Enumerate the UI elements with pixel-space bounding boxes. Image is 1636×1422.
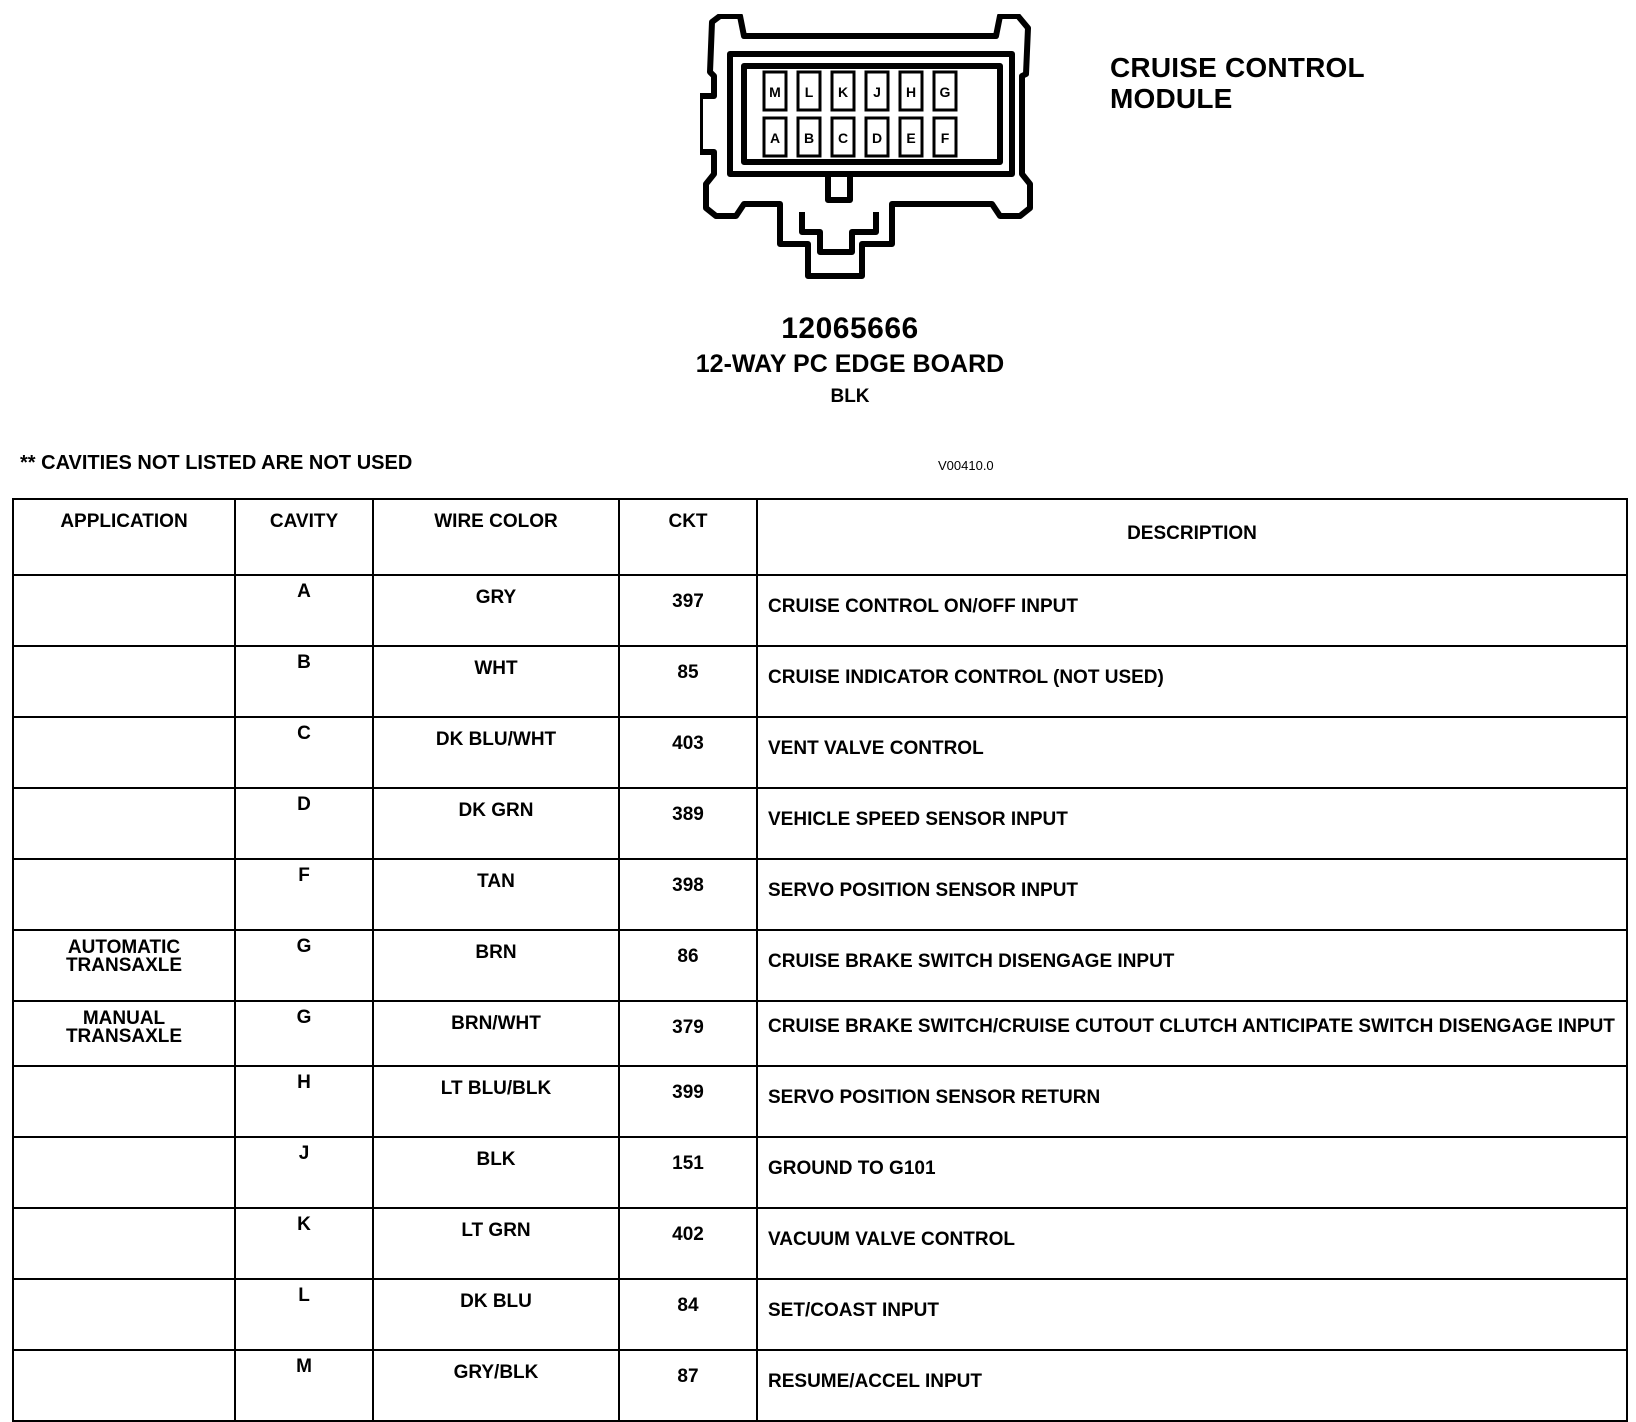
pin-label: K	[837, 84, 849, 100]
ckt-cell: 403	[619, 717, 757, 788]
table-row	[13, 930, 1627, 1001]
cavity-cell: G	[235, 1001, 373, 1066]
table-row	[13, 717, 1627, 788]
table-row	[13, 788, 1627, 859]
pin-label: L	[804, 84, 814, 100]
table-row	[13, 859, 1627, 930]
header-application: APPLICATION	[13, 499, 235, 575]
cavity-cell: H	[235, 1066, 373, 1137]
wire-color-cell: DK GRN	[373, 788, 619, 859]
description-cell: VENT VALVE CONTROL	[757, 717, 1627, 788]
cavity-cell: B	[235, 646, 373, 717]
cavity-cell: J	[235, 1137, 373, 1208]
ckt-cell: 87	[619, 1350, 757, 1421]
wire-color-cell: GRY	[373, 575, 619, 646]
ckt-cell: 389	[619, 788, 757, 859]
pin-label: J	[873, 84, 881, 100]
application-cell	[13, 1137, 235, 1208]
application-cell: AUTOMATIC TRANSAXLE	[13, 930, 235, 1001]
pin-label: F	[940, 130, 950, 146]
table-header-row	[13, 499, 1627, 575]
table-row	[13, 575, 1627, 646]
wire-color-cell: LT GRN	[373, 1208, 619, 1279]
table-row	[13, 646, 1627, 717]
module-title: CRUISE CONTROL MODULE	[1110, 52, 1365, 114]
wire-color-cell: GRY/BLK	[373, 1350, 619, 1421]
footnote: ** CAVITIES NOT LISTED ARE NOT USED	[20, 452, 413, 474]
pin-label: G	[939, 84, 951, 100]
pin-label: B	[803, 130, 815, 146]
header-wire-color: WIRE COLOR	[373, 499, 619, 575]
wire-color-cell: WHT	[373, 646, 619, 717]
description-cell: CRUISE BRAKE SWITCH DISENGAGE INPUT	[757, 930, 1627, 1001]
description-cell: SERVO POSITION SENSOR INPUT	[757, 859, 1627, 930]
cavity-cell: L	[235, 1279, 373, 1350]
wire-color-cell: LT BLU/BLK	[373, 1066, 619, 1137]
wire-color-cell: BRN/WHT	[373, 1001, 619, 1066]
header-description: DESCRIPTION	[757, 499, 1627, 575]
reference-code: V00410.0	[938, 458, 994, 473]
table-row	[13, 1066, 1627, 1137]
cavity-cell: D	[235, 788, 373, 859]
cavity-cell: F	[235, 859, 373, 930]
description-cell: CRUISE INDICATOR CONTROL (NOT USED)	[757, 646, 1627, 717]
description-cell: SERVO POSITION SENSOR RETURN	[757, 1066, 1627, 1137]
ckt-cell: 402	[619, 1208, 757, 1279]
header-ckt: CKT	[619, 499, 757, 575]
ckt-cell: 397	[619, 575, 757, 646]
table-row	[13, 1350, 1627, 1421]
application-cell	[13, 788, 235, 859]
ckt-cell: 84	[619, 1279, 757, 1350]
table-row	[13, 1001, 1627, 1066]
ckt-cell: 379	[619, 1001, 757, 1066]
wire-color-cell: DK BLU	[373, 1279, 619, 1350]
application-cell	[13, 646, 235, 717]
pin-label: H	[905, 84, 917, 100]
connector-type: 12-WAY PC EDGE BOARD	[695, 350, 1005, 378]
cavity-cell: G	[235, 930, 373, 1001]
application-cell	[13, 1279, 235, 1350]
application-cell: MANUAL TRANSAXLE	[13, 1001, 235, 1066]
description-cell: SET/COAST INPUT	[757, 1279, 1627, 1350]
description-cell: CRUISE BRAKE SWITCH/CRUISE CUTOUT CLUTCH ANTICIPATE SWITCH DISENGAGE INPUT	[757, 1001, 1627, 1066]
description-cell: CRUISE CONTROL ON/OFF INPUT	[757, 575, 1627, 646]
description-cell: VEHICLE SPEED SENSOR INPUT	[757, 788, 1627, 859]
wire-color-cell: DK BLU/WHT	[373, 717, 619, 788]
description-cell: VACUUM VALVE CONTROL	[757, 1208, 1627, 1279]
cavity-cell: A	[235, 575, 373, 646]
application-cell	[13, 859, 235, 930]
description-cell: GROUND TO G101	[757, 1137, 1627, 1208]
pin-label: D	[871, 130, 883, 146]
pinout-table	[12, 498, 1628, 1422]
application-cell	[13, 575, 235, 646]
ckt-cell: 398	[619, 859, 757, 930]
application-cell	[13, 1208, 235, 1279]
cavity-cell: M	[235, 1350, 373, 1421]
pin-label: E	[906, 130, 916, 146]
ckt-cell: 86	[619, 930, 757, 1001]
ckt-cell: 85	[619, 646, 757, 717]
connector-color: BLK	[830, 386, 870, 407]
table-row	[13, 1137, 1627, 1208]
cavity-cell: K	[235, 1208, 373, 1279]
table-row	[13, 1279, 1627, 1350]
application-cell	[13, 1350, 235, 1421]
header-cavity: CAVITY	[235, 499, 373, 575]
pin-label: A	[769, 130, 781, 146]
table-row	[13, 1208, 1627, 1279]
pin-label: M	[769, 84, 781, 100]
pin-label: C	[837, 130, 849, 146]
connector-diagram	[700, 14, 1040, 284]
application-cell	[13, 1066, 235, 1137]
wire-color-cell: BRN	[373, 930, 619, 1001]
ckt-cell: 399	[619, 1066, 757, 1137]
ckt-cell: 151	[619, 1137, 757, 1208]
description-cell: RESUME/ACCEL INPUT	[757, 1350, 1627, 1421]
part-number: 12065666	[781, 312, 919, 345]
wire-color-cell: BLK	[373, 1137, 619, 1208]
wire-color-cell: TAN	[373, 859, 619, 930]
application-cell	[13, 717, 235, 788]
cavity-cell: C	[235, 717, 373, 788]
